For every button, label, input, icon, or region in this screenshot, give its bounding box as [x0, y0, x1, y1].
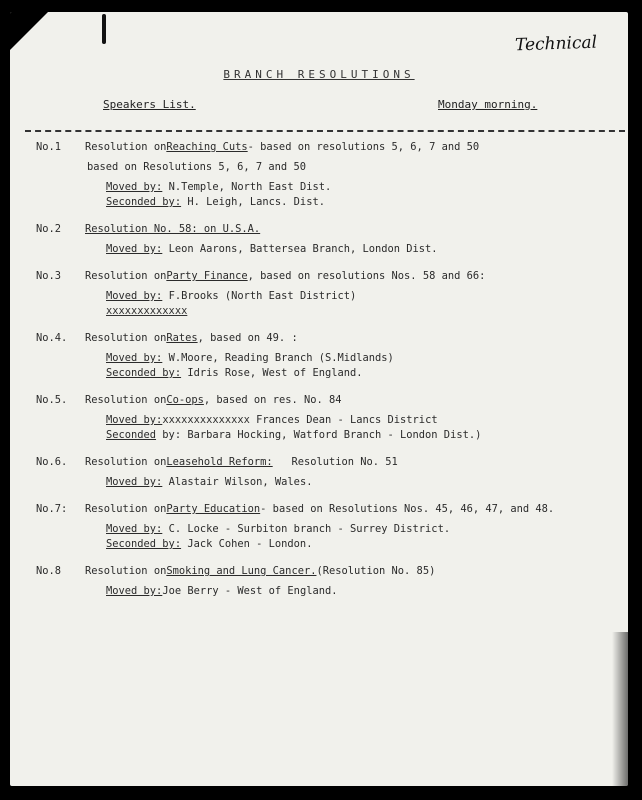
handwritten-annotation: Technical: [514, 32, 598, 56]
resolution-prefix: Resolution on: [85, 270, 167, 282]
moved-by-line: [36, 584, 616, 599]
resolution-suffix: - based on Resolutions Nos. 45, 46, 47, and 48.: [260, 503, 555, 515]
mover-name: W.Moore, Reading Branch (S.Midlands): [162, 352, 394, 364]
seconded-by-label: Seconded by:: [106, 367, 182, 379]
resolution-prefix: Resolution on: [85, 141, 167, 153]
resolution-number: No.8: [36, 565, 62, 577]
moved-by-label: Moved by:: [106, 243, 163, 255]
resolution-number: No.6.: [36, 456, 68, 468]
page-edge-shadow: [612, 632, 628, 786]
resolution-topic: Leasehold Reform:: [166, 456, 273, 468]
page-title: BRANCH RESOLUTIONS: [223, 68, 415, 81]
resolution-topic: Party Finance: [166, 270, 248, 282]
seconded-by-line: [36, 537, 616, 552]
resolution-item: [36, 222, 616, 257]
resolution-topic: Co-ops: [166, 394, 204, 406]
seconder-name: Idris Rose, West of England.: [181, 367, 363, 379]
moved-by-line: [36, 475, 616, 490]
resolution-number: No.2: [36, 223, 62, 235]
mover-name: Leon Aarons, Battersea Branch, London Dist.: [162, 243, 438, 255]
resolution-item: [36, 140, 616, 210]
speakers-list-label: Speakers List.: [103, 98, 196, 111]
resolution-prefix: Resolution on: [85, 394, 167, 406]
resolution-suffix: Resolution No. 51: [272, 456, 398, 468]
resolution-suffix: - based on resolutions 5, 6, 7 and 50: [247, 141, 480, 153]
seconded-by-label: Seconded by:: [106, 538, 182, 550]
resolution-number: No.3: [36, 270, 62, 282]
moved-by-label: Moved by:: [106, 585, 163, 597]
resolution-number: No.4.: [36, 332, 68, 344]
seconded-by-label: Seconded by:: [106, 196, 182, 208]
mover-name: Joe Berry - West of England.: [162, 585, 338, 597]
seconded-by-line: [36, 366, 616, 381]
resolution-topic: Reaching Cuts: [166, 141, 248, 153]
resolution-topic: Party Education: [166, 503, 261, 515]
ink-mark: [102, 14, 106, 44]
resolution-prefix: Resolution on: [85, 332, 167, 344]
mover-name: C. Locke - Surbiton branch - Surrey District.: [162, 523, 451, 535]
seconder-name: Jack Cohen - London.: [181, 538, 313, 550]
moved-by-label: Moved by:: [106, 290, 163, 302]
document-page: [10, 12, 628, 786]
resolution-suffix: , based on resolutions Nos. 58 and 66:: [247, 270, 486, 282]
moved-by-line: [36, 242, 616, 257]
resolution-item: [36, 393, 616, 443]
moved-by-line: [36, 522, 616, 537]
moved-by-line: [36, 289, 616, 304]
moved-by-line: [36, 351, 616, 366]
seconded-by-line: [36, 428, 616, 443]
folded-corner: [10, 12, 48, 50]
seconded-by-line: [36, 195, 616, 210]
seconder-name: by: Barbara Hocking, Watford Branch - London Dist.): [156, 429, 482, 441]
moved-by-label: Moved by:: [106, 476, 163, 488]
resolution-prefix: Resolution on: [85, 565, 167, 577]
resolution-item: [36, 455, 616, 490]
resolution-item: [36, 331, 616, 381]
resolution-suffix: (Resolution No. 85): [316, 565, 436, 577]
session-label: Monday morning.: [438, 98, 538, 111]
moved-by-label: Moved by:: [106, 414, 163, 426]
moved-by-label: Moved by:: [106, 181, 163, 193]
divider-rule: [25, 130, 625, 132]
resolution-item: [36, 502, 616, 552]
moved-by-line: [36, 180, 616, 195]
resolution-prefix: Resolution on: [85, 503, 167, 515]
struck-text: xxxxxxxxxxxxxx: [162, 414, 250, 426]
resolution-topic: Rates: [166, 332, 198, 344]
resolution-topic: Smoking and Lung Cancer.: [166, 565, 317, 577]
resolution-number: No.5.: [36, 394, 68, 406]
resolution-item: [36, 564, 616, 599]
mover-name: N.Temple, North East Dist.: [162, 181, 332, 193]
resolution-suffix: , based on res. No. 84: [203, 394, 342, 406]
moved-by-label: Moved by:: [106, 352, 163, 364]
struck-text: xxxxxxxxxxxxx: [106, 305, 188, 317]
resolution-prefix: Resolution on: [85, 456, 167, 468]
mover-name: Alastair Wilson, Wales.: [162, 476, 313, 488]
resolution-number: No.7:: [36, 503, 68, 515]
mover-name: Frances Dean - Lancs District: [249, 414, 438, 426]
resolution-extra: based on Resolutions 5, 6, 7 and 50: [87, 161, 306, 173]
seconder-name: H. Leigh, Lancs. Dist.: [181, 196, 325, 208]
resolution-number: No.1: [36, 141, 62, 153]
resolution-topic: Resolution No. 58: on U.S.A.: [85, 223, 261, 235]
header-row: [10, 98, 628, 114]
struck-out-text: [36, 304, 616, 319]
resolution-item: [36, 269, 616, 319]
seconded-by-label: Seconded: [106, 429, 157, 441]
resolutions-list: [36, 140, 616, 611]
moved-by-label: Moved by:: [106, 523, 163, 535]
resolution-suffix: , based on 49. :: [197, 332, 298, 344]
mover-name: F.Brooks (North East District): [162, 290, 357, 302]
moved-by-line: [36, 413, 616, 428]
